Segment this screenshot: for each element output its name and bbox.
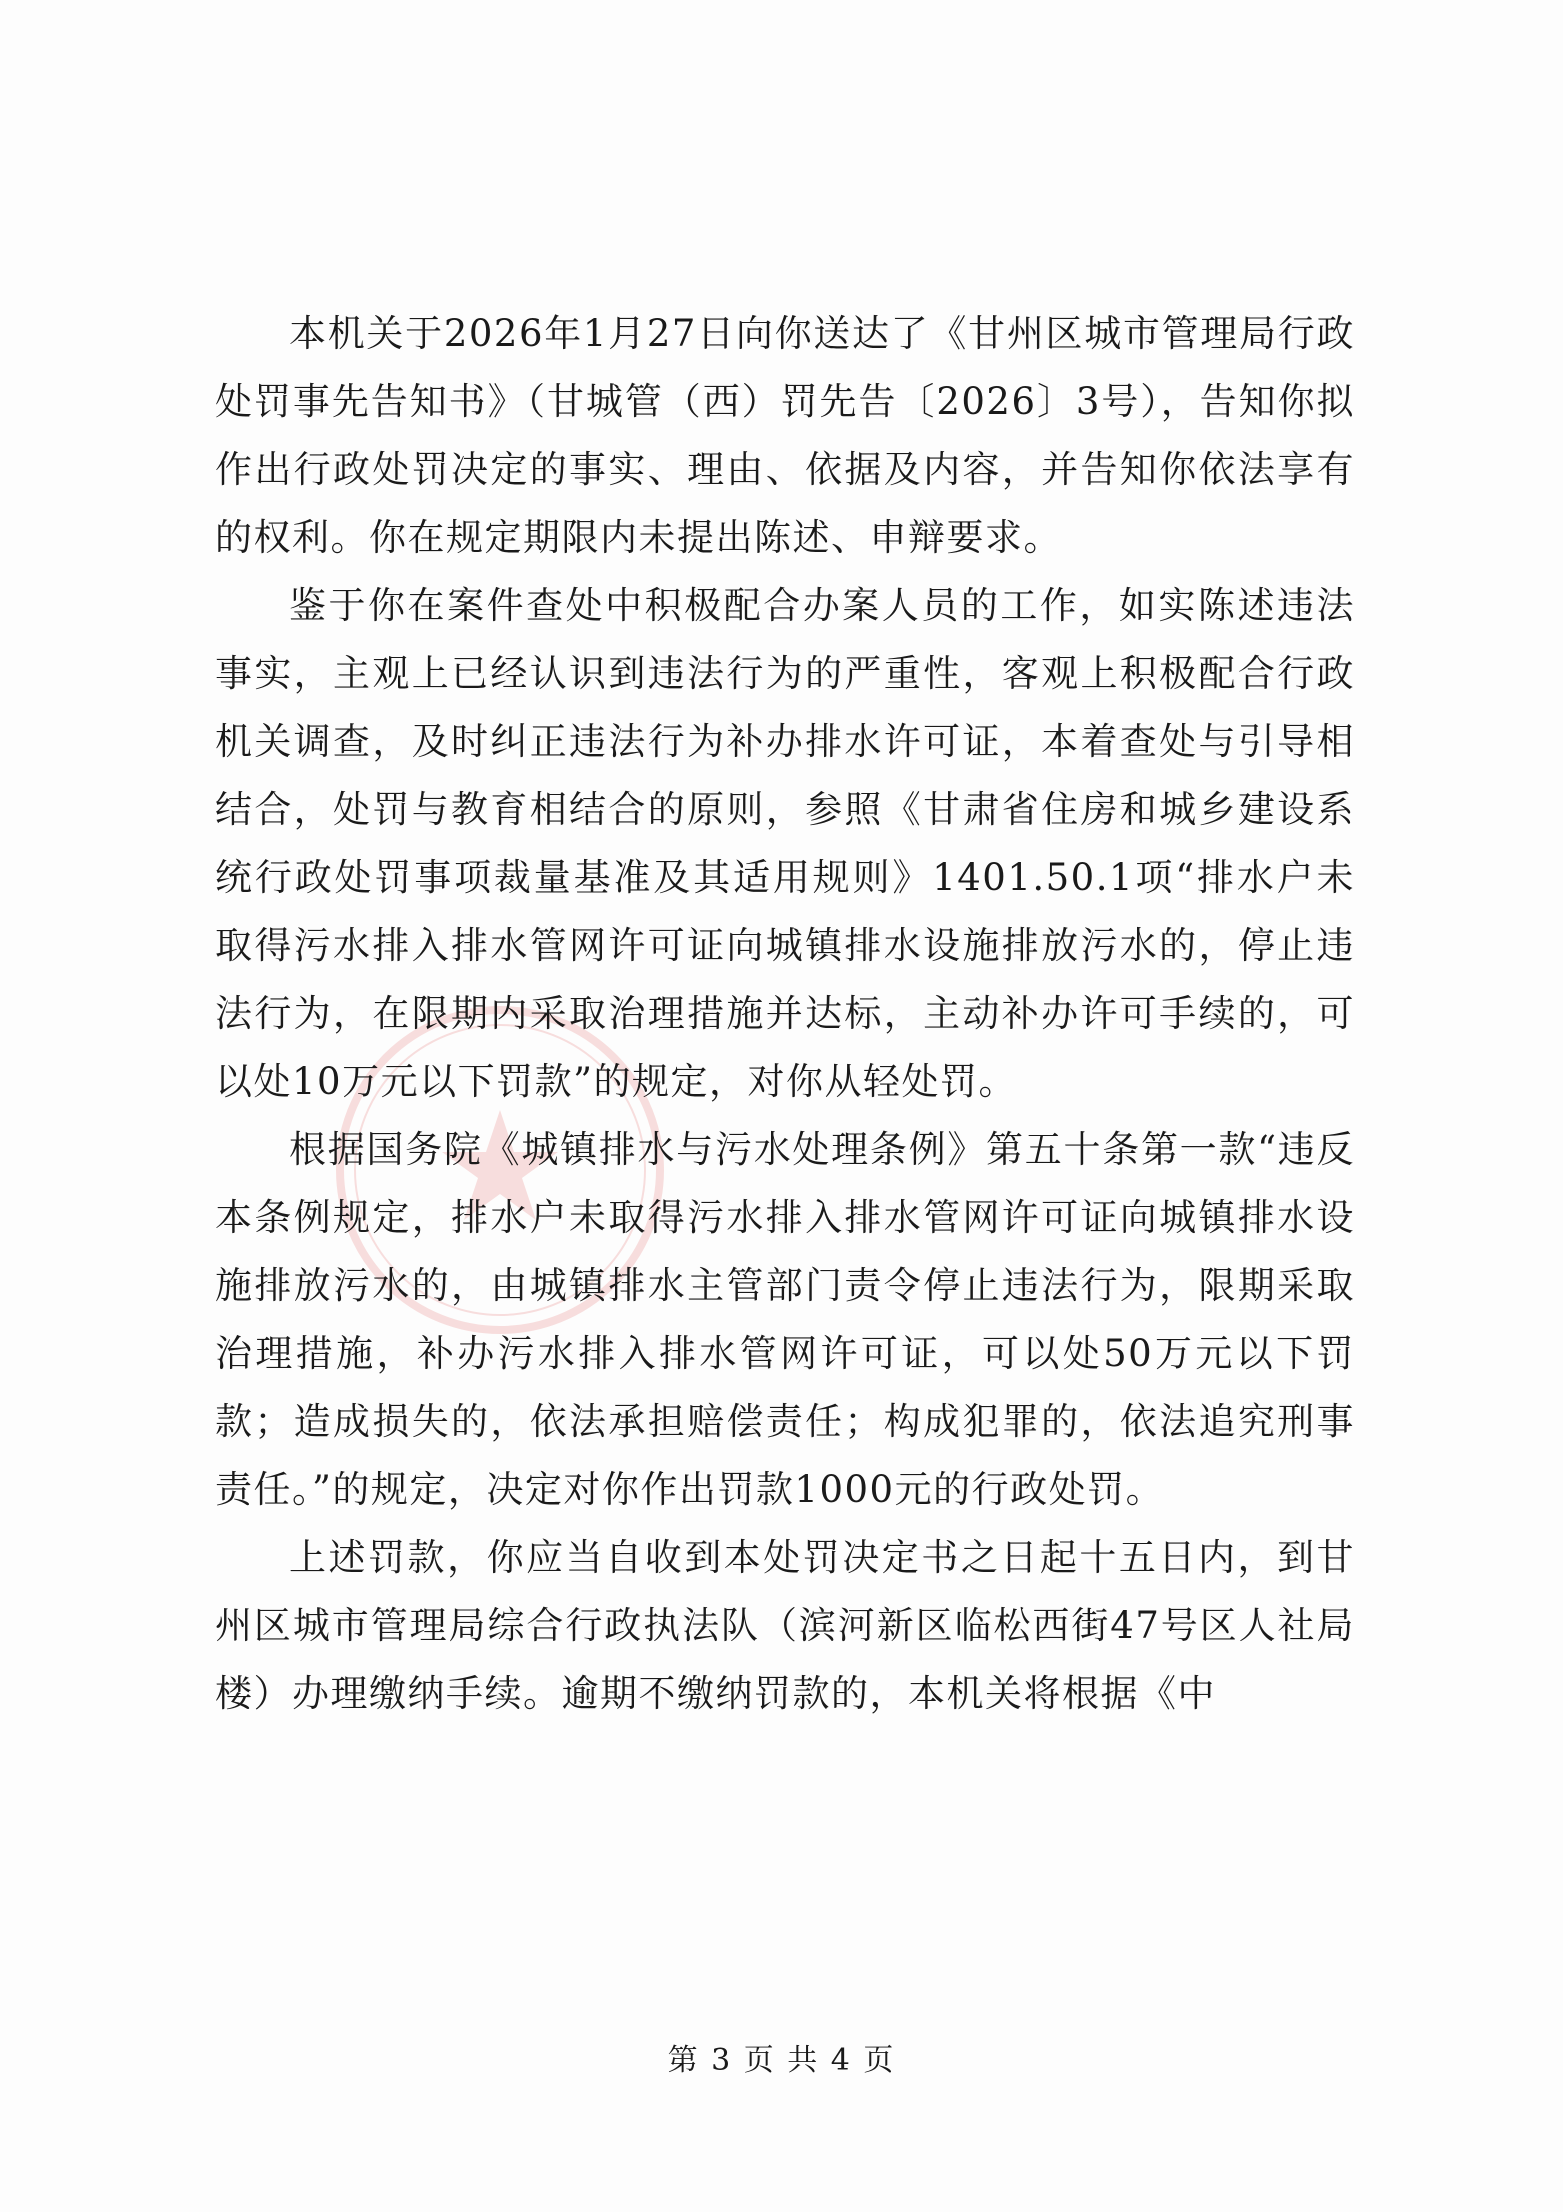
paragraph-payment-instructions: 上述罚款，你应当自收到本处罚决定书之日起十五日内，到甘州区城市管理局综合行政执法队（滨河新区临松西街47号区人社局楼）办理缴纳手续。逾期不缴纳罚款的，本机关将根据《中	[215, 1536, 1355, 1715]
paragraph-notice-delivered: 本机关于2026年1月27日向你送达了《甘州区城市管理局行政处罚事先告知书》（甘城管（西）罚先告〔2026〕3号），告知你拟作出行政处罚决定的事实、理由、依据及内容，并告知你依法享有的权利。你在规定期限内未提出陈述、申辩要求。	[215, 312, 1355, 559]
page-number-footer: 第 3 页 共 4 页	[667, 2043, 896, 2078]
paragraph-legal-basis-decision: 根据国务院《城镇排水与污水处理条例》第五十条第一款“违反本条例规定，排水户未取得污水排入排水管网许可证向城镇排水设施排放污水的，由城镇排水主管部门责令停止违法行为，限期采取治理措施，补办污水排入排水管网许可证，可以处50万元以下罚款；造成损失的，依法承担赔偿责任；构成犯罪的，依法追究刑事责任。”的规定，决定对你作出罚款1000元的行政处罚。	[215, 1128, 1355, 1511]
document-body	[215, 300, 1355, 1728]
paragraph-mitigating-circumstances: 鉴于你在案件查处中积极配合办案人员的工作，如实陈述违法事实，主观上已经认识到违法行为的严重性，客观上积极配合行政机关调查，及时纠正违法行为补办排水许可证，本着查处与引导相结合，处罚与教育相结合的原则，参照《甘肃省住房和城乡建设系统行政处罚事项裁量基准及其适用规则》1401.50.1项“排水户未取得污水排入排水管网许可证向城镇排水设施排放污水的，停止违法行为，在限期内采取治理措施并达标，主动补办许可手续的，可以处10万元以下罚款”的规定，对你从轻处罚。	[215, 584, 1355, 1103]
